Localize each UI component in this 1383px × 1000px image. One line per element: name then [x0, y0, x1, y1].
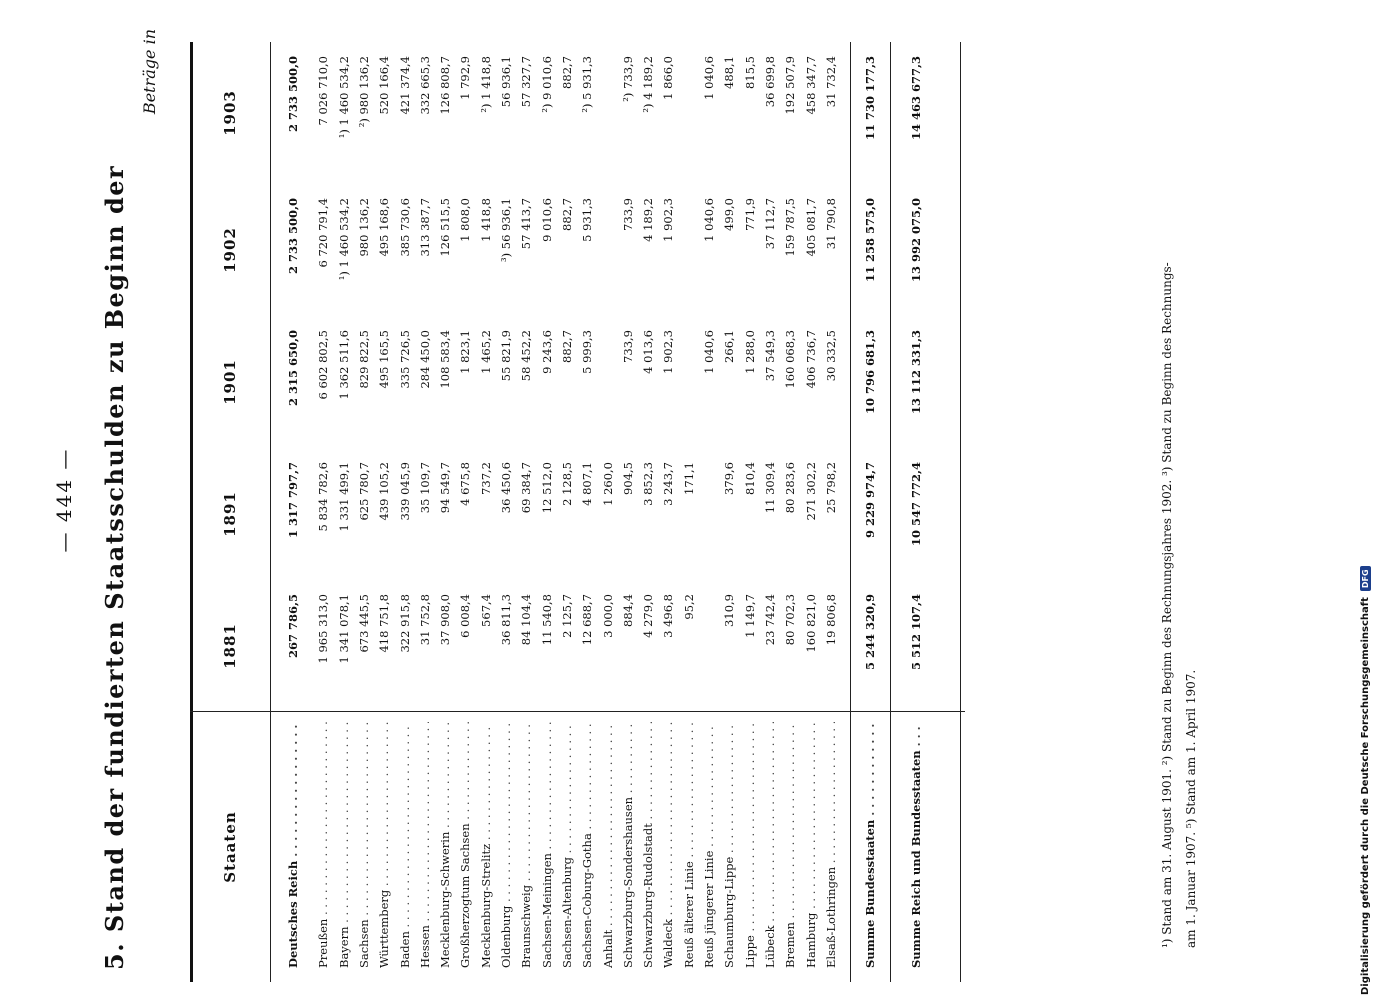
cell-1903: 421 374,4 — [397, 56, 412, 115]
table-bottom-rule — [960, 42, 961, 982]
cell-1902: 771,9 — [742, 198, 757, 231]
cell-1891: 11 309,4 — [762, 462, 777, 514]
cell-1903: 520 166,4 — [377, 56, 392, 115]
table-row — [559, 42, 576, 982]
cell-1903: 882,7 — [559, 56, 574, 89]
cell-1881: 3 496,8 — [661, 594, 676, 638]
table-row — [803, 42, 820, 982]
dfg-logo-icon: DFG — [1360, 566, 1371, 591]
table-row — [457, 42, 474, 982]
cell-1891: 10 547 772,4 — [909, 462, 923, 547]
cell-1881: 1 965 313,0 — [316, 594, 331, 664]
cell-1902: ³) 56 936,1 — [499, 198, 513, 262]
table-row — [518, 42, 535, 982]
cell-1903: 1 040,6 — [702, 56, 716, 100]
row-label: Summe Bundesstaaten . . . — [862, 722, 879, 968]
table-row — [539, 42, 556, 982]
row-label: Reuß älterer Linie . . . — [681, 722, 698, 968]
cell-1891: 810,4 — [742, 462, 757, 495]
cell-1902: 126 515,5 — [438, 198, 453, 257]
cell-1901: 55 821,9 — [499, 330, 513, 382]
cell-1903: 7 026 710,0 — [316, 56, 331, 126]
table-row — [620, 42, 637, 982]
row-label: Bayern . . . — [336, 722, 353, 968]
cell-1881: 322 915,8 — [397, 594, 412, 653]
table-row-sum-states — [862, 42, 879, 982]
row-label: Deutsches Reich . . . — [285, 722, 302, 968]
cell-1903: 36 699,8 — [762, 56, 777, 108]
cell-1881: 36 811,3 — [499, 594, 513, 646]
cell-1902: 5 931,3 — [580, 198, 595, 242]
cell-1891: 94 549,7 — [438, 462, 453, 514]
row-label: Reuß jüngerer Linie . . . — [701, 722, 718, 968]
cell-1891: 9 229 974,7 — [863, 462, 877, 539]
table-row — [640, 42, 657, 982]
table-row — [600, 42, 617, 982]
cell-1881: 19 806,8 — [823, 594, 838, 646]
row-label: Schwarzburg-Rudolstadt . . . — [640, 722, 657, 968]
cell-1881: 1 341 078,1 — [336, 594, 351, 664]
cell-1891: 36 450,6 — [499, 462, 513, 514]
cell-1901: 406 736,7 — [803, 330, 818, 389]
debt-table — [190, 42, 965, 982]
row-label: Hessen . . . — [417, 722, 434, 968]
cell-1901: 5 999,3 — [580, 330, 595, 374]
cell-1881: 567,4 — [478, 594, 493, 627]
cell-1901: 1 465,2 — [478, 330, 493, 374]
cell-1903: 1 792,9 — [458, 56, 473, 100]
digitization-notice — [1360, 5, 1371, 995]
cell-1881: 6 008,4 — [458, 594, 473, 638]
table-row — [397, 42, 414, 982]
cell-1901: 2 315 650,0 — [286, 330, 300, 407]
cell-1901: 1 823,1 — [458, 330, 473, 374]
table-row — [478, 42, 495, 982]
cell-1891: 271 302,2 — [803, 462, 818, 521]
row-label: Braunschweig . . . — [518, 722, 535, 968]
cell-1903: ²) 1 418,8 — [478, 56, 493, 113]
table-row — [762, 42, 779, 982]
table-row — [315, 42, 332, 982]
header-1902: 1902 — [221, 227, 239, 273]
cell-1891: 12 512,0 — [539, 462, 554, 514]
cell-1901: 1 040,6 — [702, 330, 716, 374]
cell-1903: 126 808,7 — [438, 56, 453, 115]
table-row — [742, 42, 759, 982]
cell-1881: 31 752,8 — [417, 594, 432, 646]
cell-1902: 1 808,0 — [458, 198, 473, 242]
cell-1881: 5 244 320,9 — [863, 594, 877, 671]
cell-1881: 3 000,0 — [600, 594, 615, 638]
cell-1901: 266,1 — [722, 330, 737, 363]
cell-1902: 733,9 — [620, 198, 635, 231]
header-1891: 1891 — [221, 491, 239, 537]
cell-1881: 673 445,5 — [356, 594, 371, 653]
cell-1903: 57 327,7 — [519, 56, 534, 108]
cell-1903: ²) 9 010,6 — [539, 56, 554, 113]
cell-1891: 80 283,6 — [783, 462, 798, 514]
header-rule — [270, 42, 271, 982]
table-row — [721, 42, 738, 982]
row-label: Schwarzburg-Sondershausen . . . — [620, 722, 637, 968]
cell-1891: 35 109,7 — [417, 462, 432, 514]
cell-1902: 499,0 — [722, 198, 737, 231]
cell-1902: 4 189,2 — [641, 198, 656, 242]
cell-1902: 159 787,5 — [783, 198, 798, 257]
cell-1903: 2 733 500,0 — [286, 56, 300, 133]
cell-1891: 379,6 — [722, 462, 737, 495]
cell-1903: ¹) 1 460 534,2 — [336, 56, 351, 139]
cell-1881: 884,4 — [620, 594, 635, 627]
cell-1891: 3 852,3 — [641, 462, 656, 506]
row-label: Elsaß-Lothringen . . . — [823, 722, 840, 968]
footnote-line-1: ¹) Stand am 31. August 1901. ²) Stand zu Beginn des Rechnungsjahres 1902. ³) Stand zu Beginn des Rechnungs- — [1160, 262, 1174, 948]
row-label: Bremen . . . — [782, 722, 799, 968]
cell-1902: 405 081,7 — [803, 198, 818, 257]
row-label: Sachsen-Altenburg . . . — [559, 722, 576, 968]
cell-1881: 4 279,0 — [641, 594, 656, 638]
cell-1901: 30 332,5 — [823, 330, 838, 382]
row-label: Schaumburg-Lippe . . . — [721, 722, 738, 968]
row-label: Mecklenburg-Schwerin . . . — [437, 722, 454, 968]
footnote-line-2: am 1. Januar 1907. ⁵) Stand am 1. April 1907. — [1184, 669, 1198, 948]
cell-1903: 31 732,4 — [823, 56, 838, 108]
table-row — [498, 42, 515, 982]
row-label: Sachsen-Coburg-Gotha . . . — [579, 722, 596, 968]
cell-1902: 495 168,6 — [377, 198, 392, 257]
cell-1903: ²) 980 136,2 — [356, 56, 371, 128]
cell-1891: 171,1 — [681, 462, 696, 495]
cell-1902: 1 902,3 — [661, 198, 676, 242]
cell-1902: 11 258 575,0 — [863, 198, 877, 283]
page-number: — 444 — — [52, 447, 76, 553]
cell-1881: 418 751,8 — [377, 594, 392, 653]
cell-1881: 80 702,3 — [783, 594, 798, 646]
row-label: Württemberg . . . — [376, 722, 393, 968]
row-label: Hamburg . . . — [803, 722, 820, 968]
cell-1901: 4 013,6 — [641, 330, 656, 374]
table-row — [660, 42, 677, 982]
cell-1881: 160 821,0 — [803, 594, 818, 653]
header-1901: 1901 — [221, 359, 239, 405]
cell-1903: 56 936,1 — [499, 56, 513, 108]
row-label: Sachsen . . . — [356, 722, 373, 968]
cell-1901: 335 726,5 — [397, 330, 412, 389]
header-1903: 1903 — [221, 90, 239, 136]
cell-1903: 488,1 — [722, 56, 737, 89]
cell-1902: 1 040,6 — [702, 198, 716, 242]
table-row-sum-total — [908, 42, 925, 982]
row-label: Oldenburg . . . — [498, 722, 515, 968]
cell-1903: ²) 4 189,2 — [641, 56, 656, 113]
cell-1903: 14 463 677,3 — [909, 56, 923, 141]
cell-1891: 25 798,2 — [823, 462, 838, 514]
cell-1891: 3 243,7 — [661, 462, 676, 506]
cell-1902: 385 730,6 — [397, 198, 412, 257]
cell-1902: ¹) 1 460 534,2 — [336, 198, 351, 281]
cell-1901: 495 165,5 — [377, 330, 392, 389]
cell-1901: 10 796 681,3 — [863, 330, 877, 415]
table-row — [782, 42, 799, 982]
cell-1881: 2 125,7 — [559, 594, 574, 638]
sum-rule — [850, 42, 851, 982]
header-states: Staaten — [221, 811, 239, 883]
cell-1891: 2 128,5 — [559, 462, 574, 506]
cell-1901: 882,7 — [559, 330, 574, 363]
cell-1891: 737,2 — [478, 462, 493, 495]
cell-1902: 6 720 791,4 — [316, 198, 331, 268]
cell-1901: 1 902,3 — [661, 330, 676, 374]
cell-1903: 815,5 — [742, 56, 757, 89]
cell-1891: 904,5 — [620, 462, 635, 495]
row-label: Waldeck . . . — [660, 722, 677, 968]
table-row — [681, 42, 698, 982]
cell-1881: 23 742,4 — [762, 594, 777, 646]
column-divider — [190, 711, 965, 712]
cell-1901: 284 450,0 — [417, 330, 432, 389]
cell-1902: 57 413,7 — [519, 198, 534, 250]
header-1881: 1881 — [221, 623, 239, 669]
cell-1901: 9 243,6 — [539, 330, 554, 374]
cell-1881: 267 786,5 — [286, 594, 300, 659]
row-label: Summe Reich und Bundesstaaten . . . — [908, 722, 925, 968]
cell-1901: 733,9 — [620, 330, 635, 363]
table-row — [285, 42, 302, 982]
cell-1902: 1 418,8 — [478, 198, 493, 242]
cell-1881: 1 149,7 — [742, 594, 757, 638]
cell-1901: 1 362 511,6 — [336, 330, 351, 400]
cell-1901: 1 288,0 — [742, 330, 757, 374]
row-label: Baden . . . — [397, 722, 414, 968]
cell-1891: 69 384,7 — [519, 462, 534, 514]
row-label: Lübeck . . . — [762, 722, 779, 968]
cell-1891: 1 331 499,1 — [336, 462, 351, 532]
cell-1902: 980 136,2 — [356, 198, 371, 257]
page-title: 5. Stand der fundierten Staatsschulden zu Beginn der — [100, 164, 129, 970]
row-label: Anhalt . . . — [600, 722, 617, 968]
table-row — [417, 42, 434, 982]
cell-1891: 4 675,8 — [458, 462, 473, 506]
row-label: Preußen . . . — [315, 722, 332, 968]
cell-1891: 5 834 782,6 — [316, 462, 331, 532]
cell-1903: 458 347,7 — [803, 56, 818, 115]
cell-1903: 1 866,0 — [661, 56, 676, 100]
cell-1881: 310,9 — [722, 594, 737, 627]
cell-1881: 11 540,8 — [539, 594, 554, 646]
table-row — [437, 42, 454, 982]
cell-1902: 9 010,6 — [539, 198, 554, 242]
cell-1881: 37 908,0 — [438, 594, 453, 646]
cell-1901: 13 112 331,3 — [909, 330, 923, 415]
table-row — [579, 42, 596, 982]
cell-1881: 84 104,4 — [519, 594, 534, 646]
row-label: Lippe . . . — [742, 722, 759, 968]
cell-1903: 192 507,9 — [783, 56, 798, 115]
cell-1903: ²) 733,9 — [620, 56, 635, 102]
cell-1901: 58 452,2 — [519, 330, 534, 382]
cell-1891: 4 807,1 — [580, 462, 595, 506]
cell-1902: 31 790,8 — [823, 198, 838, 250]
cell-1901: 108 583,4 — [438, 330, 453, 389]
cell-1902: 2 733 500,0 — [286, 198, 300, 275]
cell-1902: 13 992 075,0 — [909, 198, 923, 283]
table-row — [336, 42, 353, 982]
row-label: Mecklenburg-Strelitz . . . — [478, 722, 495, 968]
unit-caption: Beträge in — [140, 29, 159, 115]
table-row — [376, 42, 393, 982]
cell-1891: 439 105,2 — [377, 462, 392, 521]
row-label: Großherzogtum Sachsen . . . — [457, 722, 474, 968]
cell-1881: 5 512 107,4 — [909, 594, 923, 671]
cell-1901: 37 549,3 — [762, 330, 777, 382]
cell-1891: 339 045,9 — [397, 462, 412, 521]
cell-1881: 12 688,7 — [580, 594, 595, 646]
cell-1891: 1 317 797,7 — [286, 462, 300, 539]
cell-1903: 332 665,3 — [417, 56, 432, 115]
cell-1891: 625 780,7 — [356, 462, 371, 521]
cell-1903: ²) 5 931,3 — [580, 56, 595, 113]
cell-1901: 160 068,3 — [783, 330, 798, 389]
row-label: Sachsen-Meiningen . . . — [539, 722, 556, 968]
total-rule — [890, 42, 891, 982]
table-row — [356, 42, 373, 982]
cell-1901: 6 602 802,5 — [316, 330, 331, 400]
cell-1901: 829 822,5 — [356, 330, 371, 389]
cell-1902: 37 112,7 — [762, 198, 777, 250]
table-row — [823, 42, 840, 982]
cell-1903: 11 730 177,3 — [863, 56, 877, 141]
cell-1891: 1 260,0 — [600, 462, 615, 506]
cell-1881: 95,2 — [681, 594, 696, 620]
digitization-text: Digitalisierung gefördert durch die Deutsche Forschungsgemeinschaft — [1360, 597, 1371, 995]
table-row — [701, 42, 718, 982]
cell-1902: 313 387,7 — [417, 198, 432, 257]
cell-1902: 882,7 — [559, 198, 574, 231]
